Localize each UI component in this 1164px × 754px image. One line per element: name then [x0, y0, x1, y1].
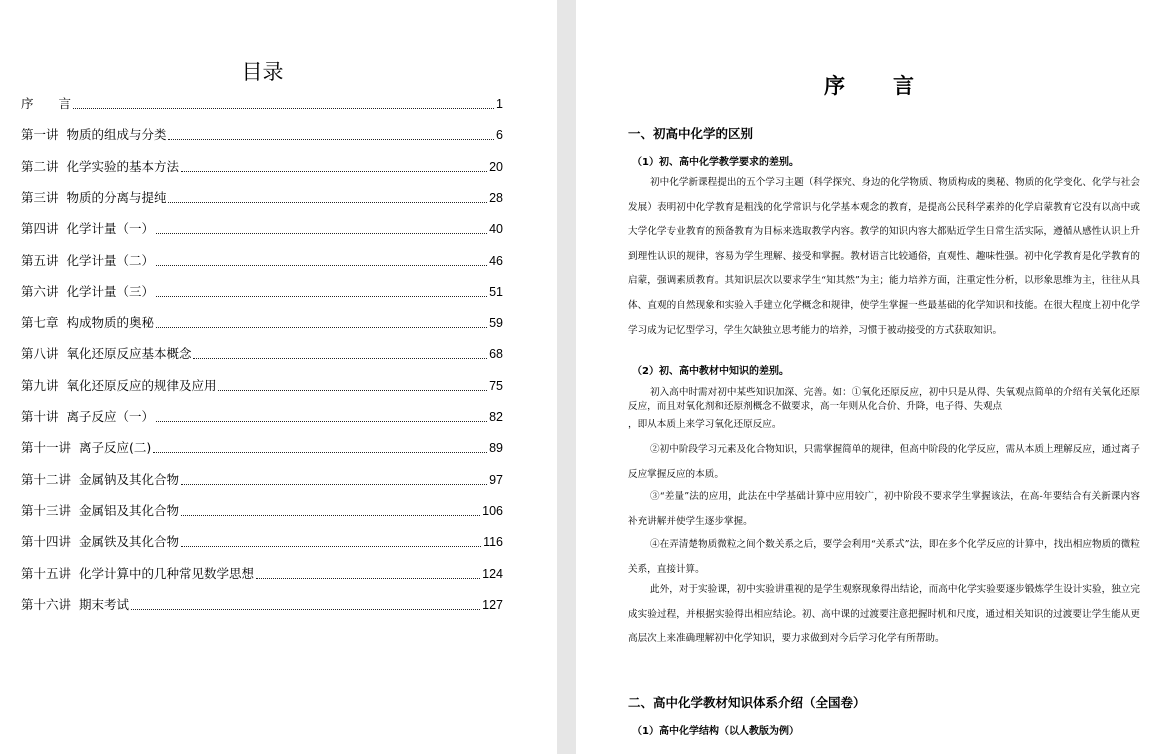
toc-entry[interactable]: [21, 217, 503, 237]
toc-entry-page-number: 6: [496, 128, 503, 143]
toc-entry-page-number: 51: [489, 284, 503, 299]
paragraph-6: 此外，对于实验课，初中实验讲重视的是学生观察现象得出结论，而高中化学实验要逐步锻炼学生设计实验，独立完成实验过程，并根据实验得出相应结论。初、高中课的过渡要注意把握时机和尺度，通过相关知识的过渡要让学生能从更高层次上来准确理解初中化学知识，要力求做到对今后学习化学有所帮助。: [628, 584, 1140, 645]
toc-dot-leader: [156, 265, 487, 266]
subheading-2: （2）初、高中教材中知识的差别。: [632, 366, 789, 377]
paragraph-3: ②初中阶段学习元素及化合物知识，只需掌握简单的规律，但高中阶段的化学反应，需从本质上理解反应，通过离子反应掌握反应的本质。: [628, 444, 1140, 480]
toc-entry-label: 第十四讲 金属铁及其化合物: [21, 534, 179, 550]
toc-entry-page-number: 28: [489, 190, 503, 205]
toc-entry[interactable]: [21, 405, 503, 425]
toc-dot-leader: [256, 578, 480, 579]
toc-dot-leader: [156, 233, 487, 234]
toc-entry-page-number: 124: [482, 566, 503, 581]
toc-entry[interactable]: [21, 468, 503, 488]
toc-entry-label: 第八讲 氧化还原反应基本概念: [21, 346, 192, 362]
toc-dot-leader: [181, 171, 487, 172]
toc-entry-label: 第五讲 化学计量（二）: [21, 252, 154, 268]
toc-entry-page-number: 82: [489, 410, 503, 424]
toc-dot-leader: [181, 484, 487, 485]
toc-dot-leader: [73, 108, 494, 109]
toc-entry[interactable]: [21, 593, 503, 613]
toc-entry[interactable]: [21, 499, 503, 519]
preface-title: 序 言: [824, 73, 916, 98]
toc-dot-leader: [218, 390, 487, 391]
toc-entry-label: 第十讲 离子反应（一）: [21, 409, 154, 424]
toc-entry[interactable]: [21, 562, 503, 582]
toc-entry-page-number: 75: [489, 378, 503, 393]
toc-title: 目录: [241, 60, 284, 84]
toc-entry-label: 序 言: [21, 96, 72, 111]
preface-page: [576, 0, 1164, 754]
toc-entry-page-number: 46: [489, 253, 503, 268]
toc-entry[interactable]: [21, 123, 503, 143]
toc-entry[interactable]: [21, 436, 503, 456]
toc-dot-leader: [156, 296, 487, 297]
toc-entry[interactable]: [21, 374, 503, 394]
toc-dot-leader: [181, 515, 480, 516]
toc-entry[interactable]: [21, 280, 503, 300]
toc-dot-leader: [168, 202, 487, 203]
subheading-1: （1）初、高中化学教学要求的差别。: [632, 157, 799, 168]
toc-entry-label: 第十二讲 金属钠及其化合物: [21, 471, 179, 487]
toc-dot-leader: [131, 609, 480, 610]
toc-entry-page-number: 127: [482, 597, 503, 612]
toc-entry[interactable]: [21, 311, 503, 331]
toc-entry-label: 第十五讲 化学计算中的几种常见数学思想: [21, 565, 254, 581]
subheading-3: （1）高中化学结构（以人教版为例）: [632, 726, 799, 737]
toc-entry-label: 第十六讲 期末考试: [21, 596, 129, 612]
toc-entry-label: 第十三讲 金属铝及其化合物: [21, 502, 179, 518]
toc-entry[interactable]: [21, 342, 503, 362]
paragraph-4: ③“差量”法的应用，此法在中学基础计算中应用较广，初中阶段不要求学生掌握该法，在高-年要结合有关新课内容补充讲解并使学生逐步掌握。: [628, 491, 1140, 527]
toc-dot-leader: [181, 546, 481, 547]
toc-dot-leader: [156, 421, 487, 422]
toc-entry-page-number: 40: [489, 222, 503, 237]
toc-entry[interactable]: [21, 155, 503, 175]
toc-dot-leader: [153, 452, 487, 453]
toc-dot-leader: [168, 139, 494, 140]
section-heading-1: 一、初高中化学的区别: [628, 126, 754, 141]
paragraph-1: 初中化学新课程提出的五个学习主题（科学探究、身边的化学物质、物质构成的奥秘、物质的化学变化、化学与社会发展）表明初中化学教育是粗浅的化学常识与化学基本观念的教育，是提高公民科学素养的化学启蒙教育它没有以高中或大学化学专业教育的预备教育为目标来选取教学内容。教学的知识内容大都贴近学生日常生活实际，遵循从感性认识上升到理性认识的规律，容易为学生理解、接受和掌握。教材语言比较通俗，直观性、趣味性强。初中化学教育是化学教育的启蒙，强调素质教育。其知识层次以要求学生“知其然”为主；能力培养方面，注重定性分析，以形象思维为主，往往从具体、直观的自然现象和实验入手建立化学概念和规律，使学生掌握一些最基础的化学知识和技能。在很大程度上初中化学学习成为记忆型学习，学生欠缺独立思考能力的培养，习惯于被动接受的方式获取知识。: [628, 177, 1140, 336]
section-heading-2: 二、高中化学教材知识体系介绍（全国卷）: [628, 695, 866, 710]
toc-entry-label: 第十一讲 离子反应(二): [21, 440, 152, 456]
toc-dot-leader: [156, 327, 487, 328]
toc-entry[interactable]: [21, 92, 503, 112]
toc-entry-label: 第二讲 化学实验的基本方法: [21, 158, 179, 174]
paragraph-2: 初入高中时需对初中某些知识加深、完善。如：①氧化还原反应，初中只是从得、失氧观点简单的介绍有关氧化还原反应，而且对氧化剂和还原剂概念不做要求，高一年则从化合价、升降，电子得、失观点: [628, 387, 1140, 412]
toc-entry-page-number: 1: [496, 97, 503, 111]
toc-entry[interactable]: [21, 249, 503, 269]
toc-entry-label: 第九讲 氧化还原反应的规律及应用: [21, 377, 217, 393]
toc-page: [0, 0, 557, 754]
toc-entry-label: 第六讲 化学计量（三）: [21, 283, 154, 299]
toc-entry-page-number: 20: [489, 159, 503, 174]
toc-entry-label: 第三讲 物质的分离与提纯: [21, 189, 167, 205]
toc-entry-label: 第一讲 物质的组成与分类: [21, 127, 167, 143]
toc-entry[interactable]: [21, 530, 503, 550]
paragraph-5: ④在弄清楚物质微粒之间个数关系之后，要学会利用“关系式”法，即在多个化学反应的计算中，找出相应物质的微粒关系，直接计算。: [628, 539, 1140, 575]
toc-dot-leader: [193, 358, 487, 359]
toc-entry-page-number: 89: [489, 441, 503, 456]
toc-entry-page-number: 97: [489, 472, 503, 487]
toc-entry-page-number: 106: [482, 503, 503, 518]
paragraph-2-tail: ，即从本质上来学习氧化还原反应。: [628, 419, 782, 430]
toc-entry-label: 第四讲 化学计量（一）: [21, 221, 154, 237]
toc-entry-label: 第七章 构成物质的奥秘: [21, 315, 154, 331]
toc-entry-page-number: 68: [489, 347, 503, 362]
toc-entry-page-number: 59: [489, 316, 503, 331]
toc-entry[interactable]: [21, 186, 503, 206]
toc-entry-page-number: 116: [483, 535, 503, 550]
